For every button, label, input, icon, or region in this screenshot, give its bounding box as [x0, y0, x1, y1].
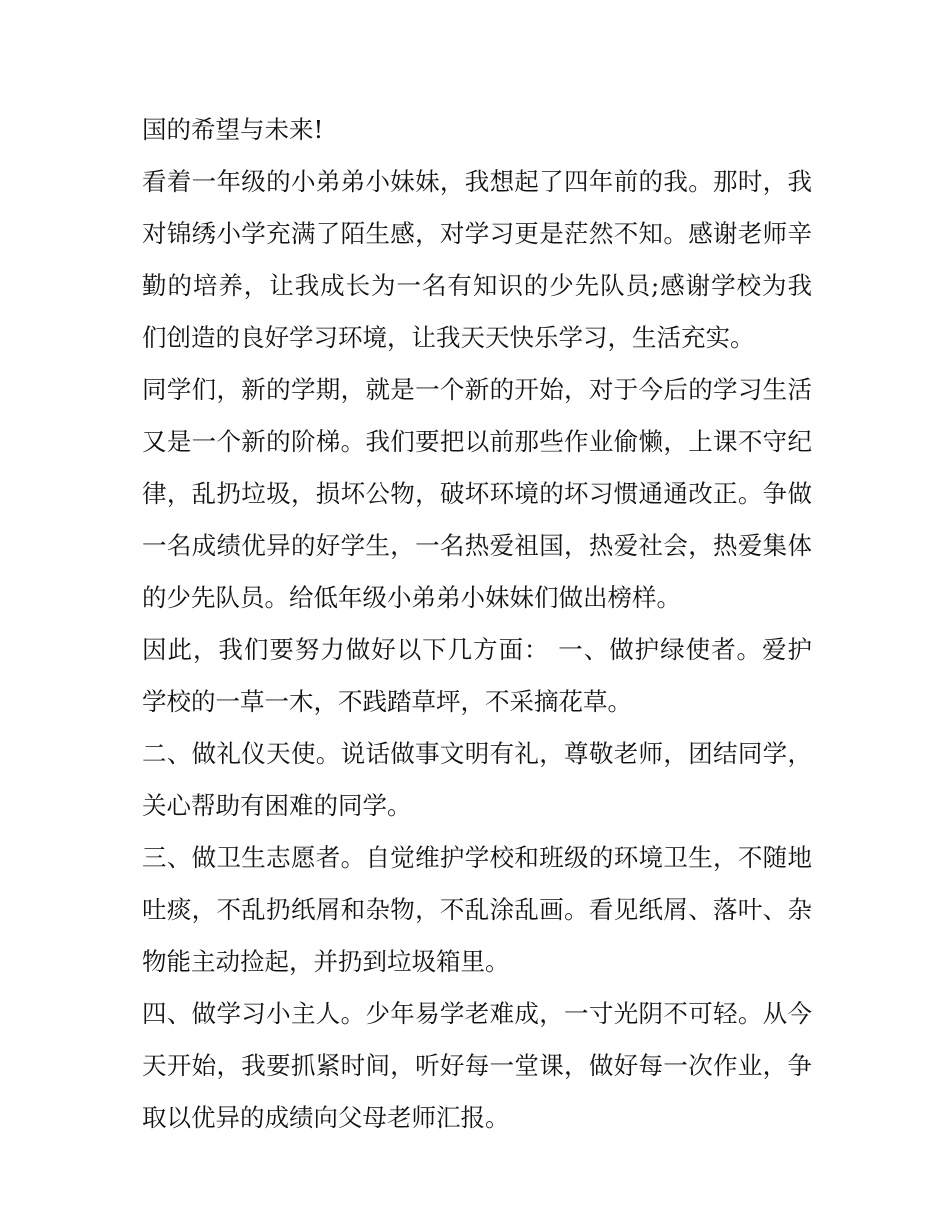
text-line: 取以优异的成绩向父母老师汇报。 [142, 1103, 510, 1132]
text-line: 律，乱扔垃圾，损坏公物，破坏环境的坏习惯通通改正。争做 [142, 479, 812, 508]
text-line: 国的希望与未来! [142, 115, 324, 144]
document-body [142, 104, 812, 1144]
text-line: 二、做礼仪天使。说话做事文明有礼，尊敬老师，团结同学， [142, 739, 812, 768]
text-line: 一名成绩优异的好学生，一名热爱祖国，热爱社会，热爱集体 [142, 531, 812, 560]
text-line: 因此，我们要努力做好以下几方面： 一、做护绿使者。爱护 [142, 635, 812, 664]
text-line: 物能主动捡起，并扔到垃圾箱里。 [142, 947, 510, 976]
text-line: 关心帮助有困难的同学。 [142, 791, 412, 820]
text-line: 的少先队员。给低年级小弟弟小妹妹们做出榜样。 [142, 583, 681, 612]
text-line: 们创造的良好学习环境，让我天天快乐学习，生活充实。 [142, 323, 755, 352]
text-line: 学校的一草一木，不践踏草坪，不采摘花草。 [142, 687, 632, 716]
text-line: 四、做学习小主人。少年易学老难成，一寸光阴不可轻。从今 [142, 999, 812, 1028]
text-line: 又是一个新的阶梯。我们要把以前那些作业偷懒，上课不守纪 [142, 427, 812, 456]
text-line: 看着一年级的小弟弟小妹妹，我想起了四年前的我。那时，我 [142, 167, 812, 196]
text-line: 对锦绣小学充满了陌生感，对学习更是茫然不知。感谢老师辛 [142, 219, 812, 248]
text-line: 天开始，我要抓紧时间，听好每一堂课，做好每一次作业，争 [142, 1051, 812, 1080]
text-line: 三、做卫生志愿者。自觉维护学校和班级的环境卫生，不随地 [142, 843, 812, 872]
text-line: 同学们，新的学期，就是一个新的开始，对于今后的学习生活 [142, 375, 812, 404]
text-line: 勤的培养，让我成长为一名有知识的少先队员;感谢学校为我 [142, 271, 812, 300]
text-line: 吐痰，不乱扔纸屑和杂物，不乱涂乱画。看见纸屑、落叶、杂 [142, 895, 812, 924]
